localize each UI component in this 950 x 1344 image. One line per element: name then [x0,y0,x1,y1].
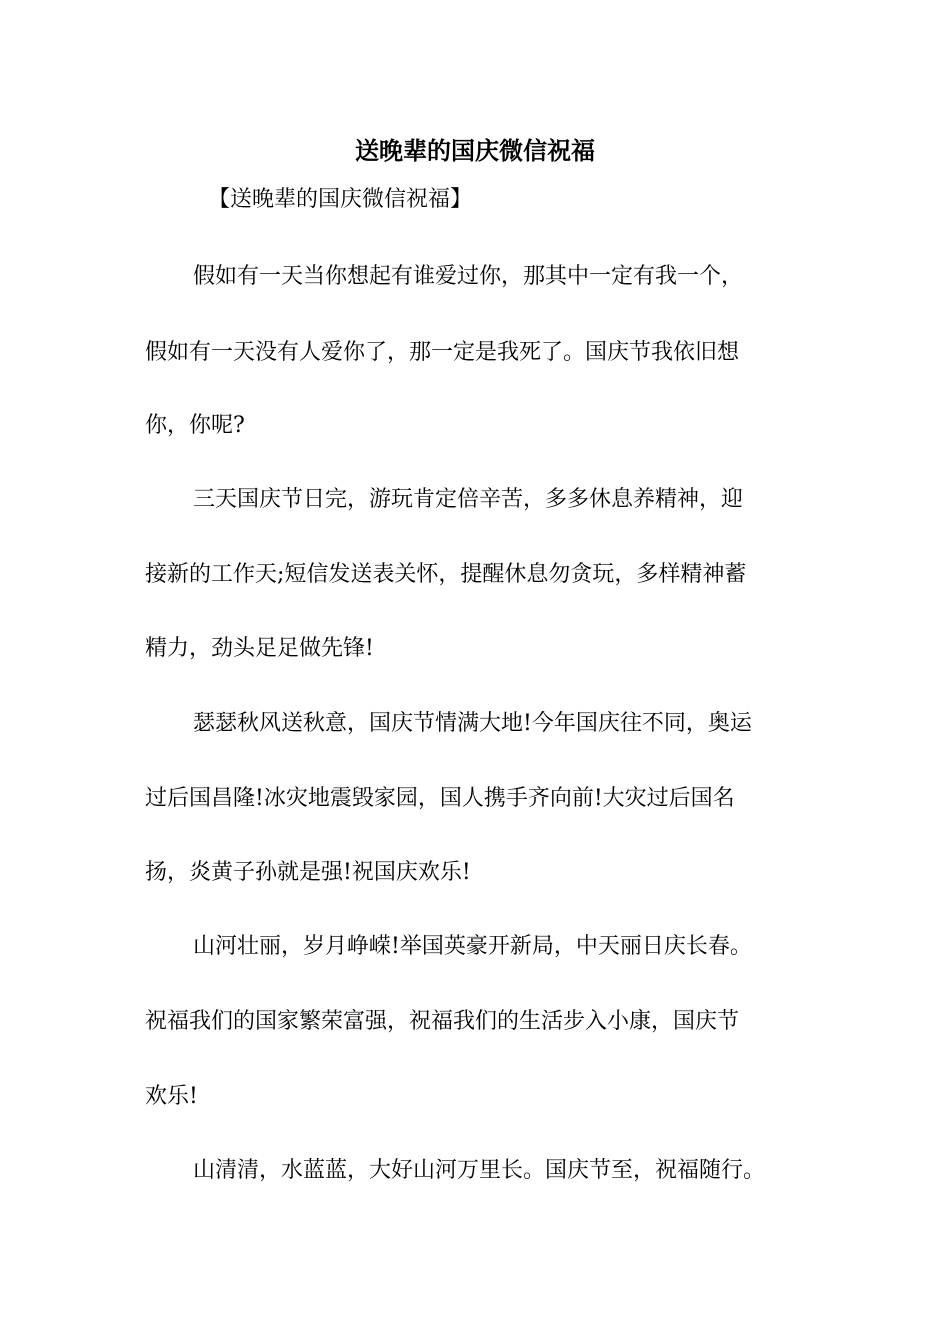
paragraph-line: 祝福我们的国家繁荣富强，祝福我们的生活步入小康，国庆节 [145,1009,740,1034]
paragraph-line: 欢乐! [145,1084,198,1109]
paragraph-line: 扬，炎黄子孙就是强!祝国庆欢乐! [145,860,471,885]
paragraph-line: 假如有一天当你想起有谁爱过你，那其中一定有我一个， [193,264,744,289]
paragraph-line: 山清清，水蓝蓝，大好山河万里长。国庆节至，祝福随行。 [193,1158,766,1183]
document-subtitle: 【送晚辈的国庆微信祝福】 [208,187,473,212]
paragraph-line: 接新的工作天;短信发送表关怀，提醒休息勿贪玩，多样精神蓄 [145,562,747,587]
paragraph-line: 瑟瑟秋风送秋意，国庆节情满大地!今年国庆往不同，奥运 [193,711,752,736]
paragraph-line: 山河壮丽，岁月峥嵘!举国英豪开新局，中天丽日庆长春。 [193,934,752,959]
paragraph-line: 精力，劲头足足做先锋! [145,636,374,661]
document-title: 送晚辈的国庆微信祝福 [355,136,595,165]
paragraph-line: 三天国庆节日完，游玩肯定倍辛苦，多多休息养精神，迎 [193,487,744,512]
paragraph-line: 你，你呢? [145,413,245,438]
paragraph-line: 假如有一天没有人爱你了，那一定是我死了。国庆节我依旧想 [145,340,740,365]
paragraph-line: 过后国昌隆!冰灾地震毁家园，国人携手齐向前!大灾过后国名 [145,786,735,811]
